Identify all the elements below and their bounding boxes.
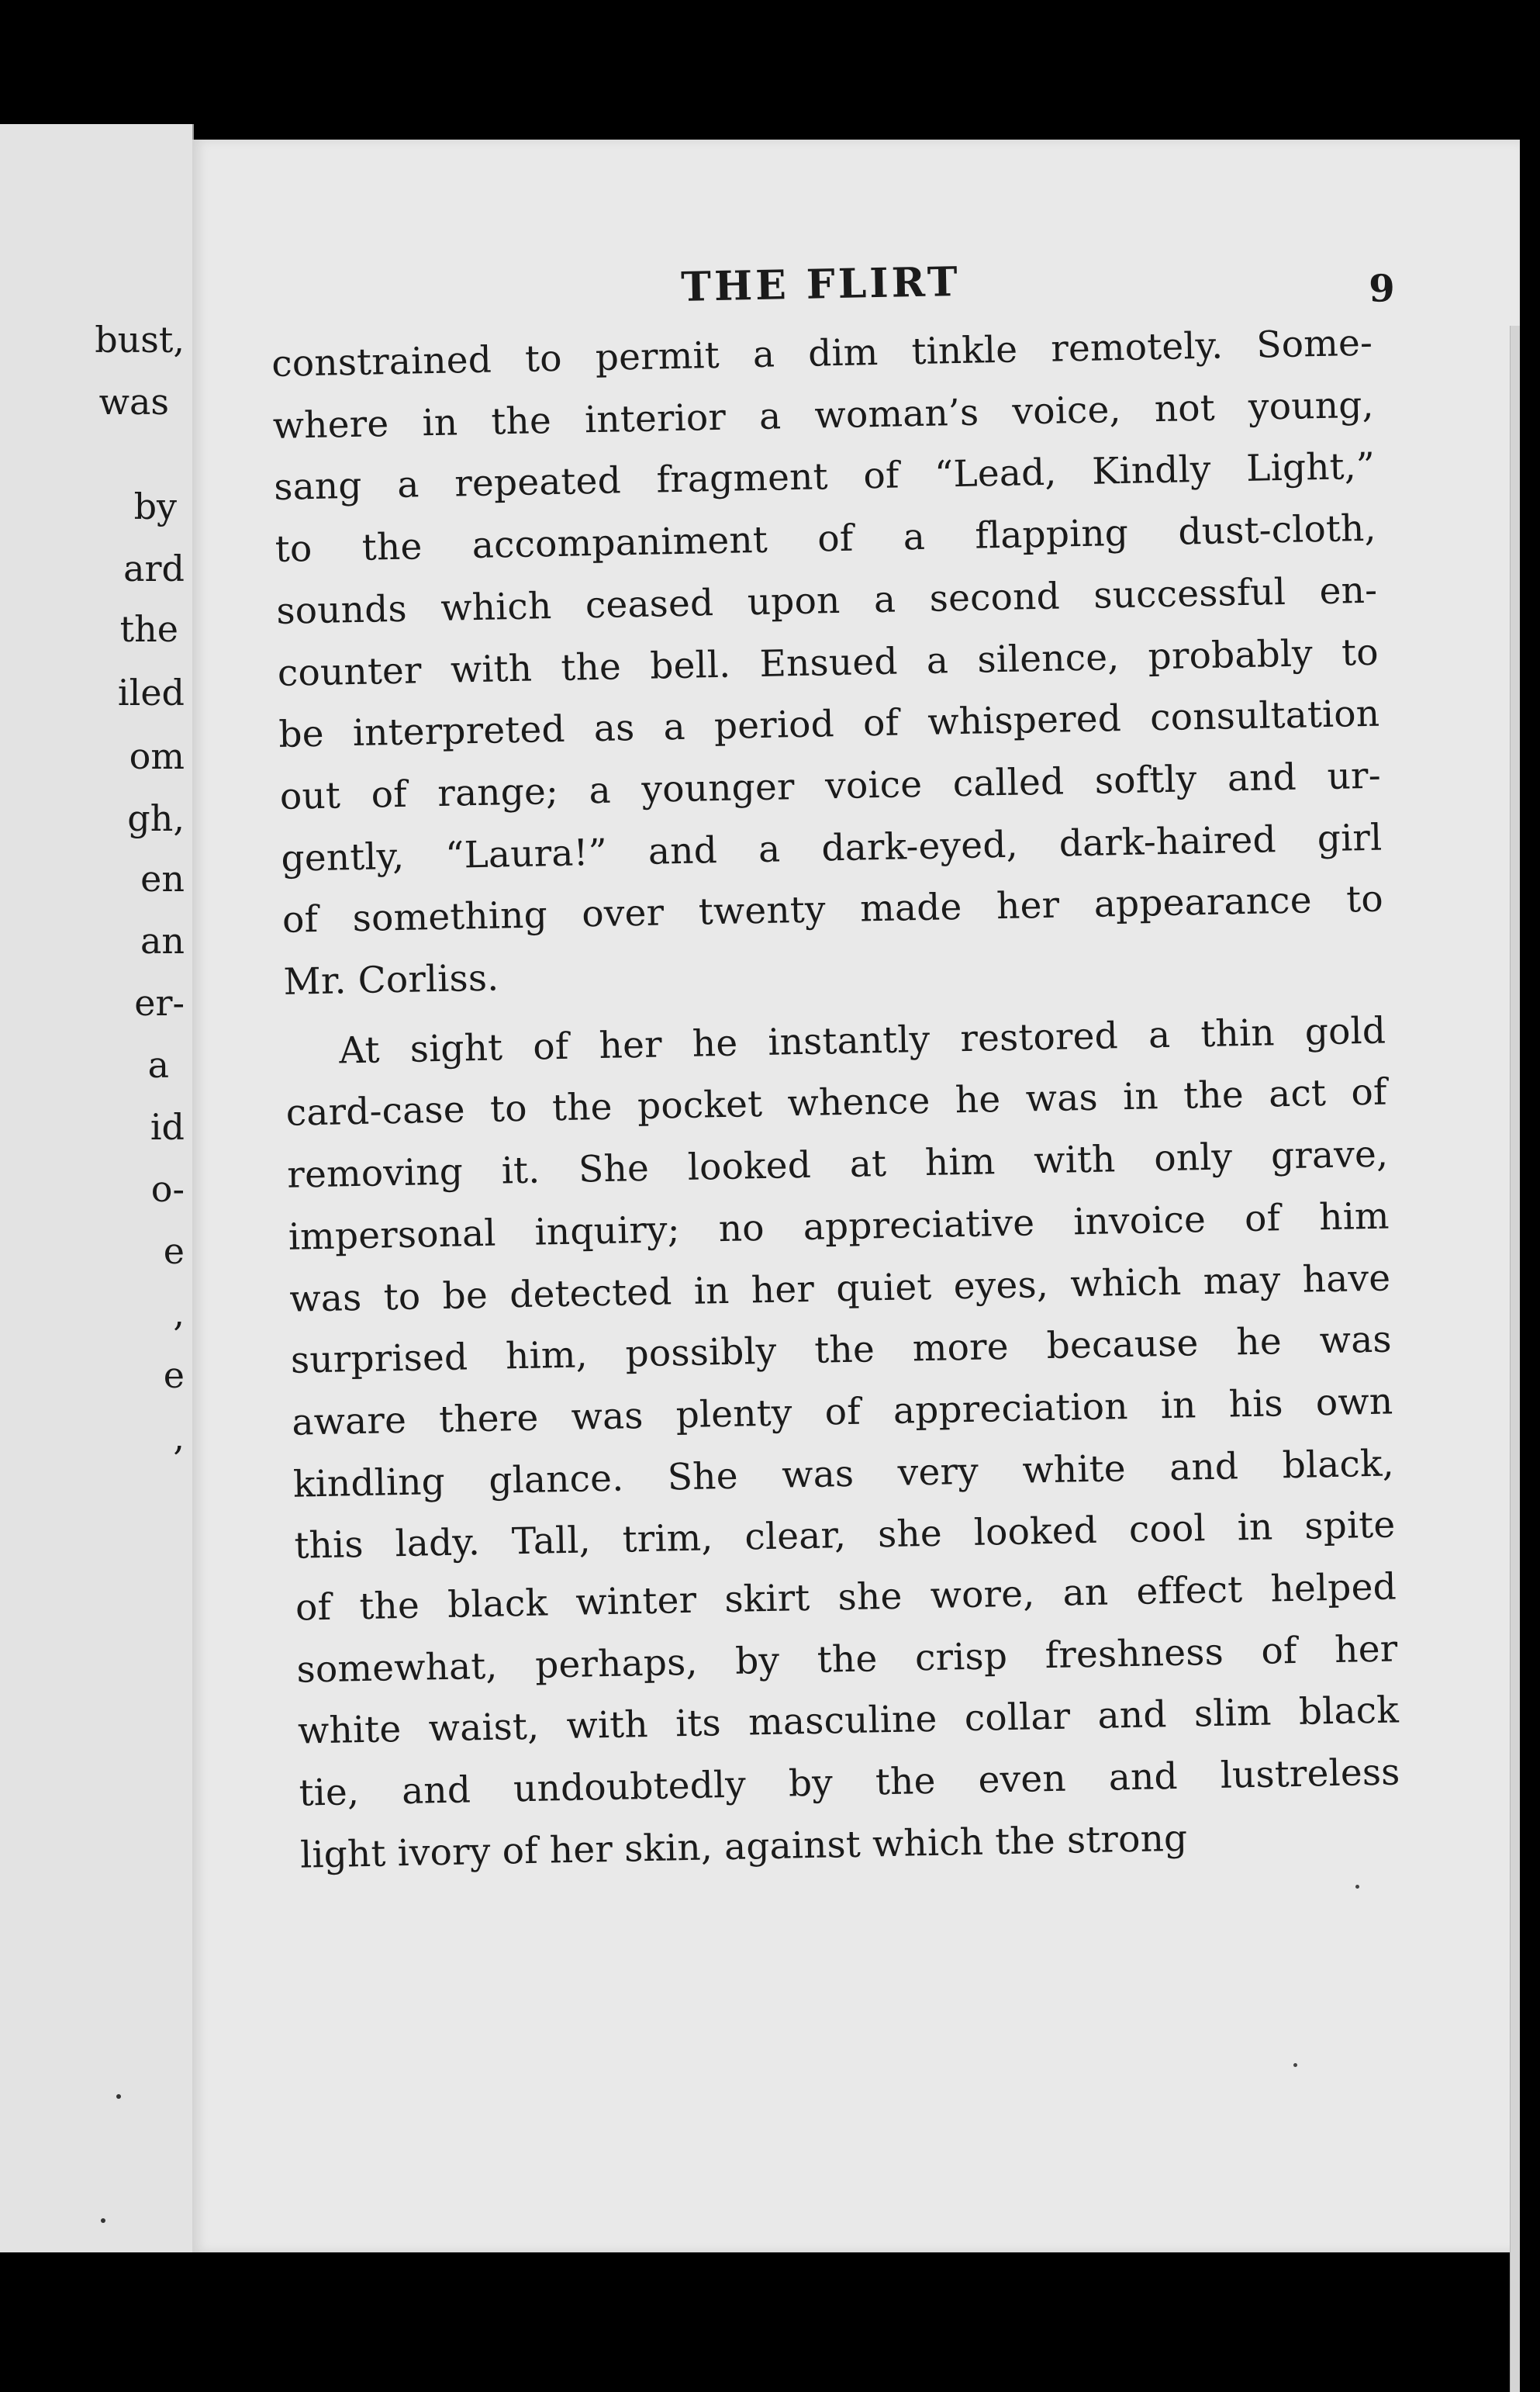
facing-page-fragment: en <box>140 858 185 900</box>
text-line: out of range; a younger voice called softly and ur- <box>279 754 1382 818</box>
text-line: surprised him, possibly the more because he was <box>290 1318 1393 1382</box>
text-line: kindling glance. She was very white and black, <box>292 1442 1395 1506</box>
facing-page-fragment: id <box>150 1106 185 1148</box>
book-page <box>192 140 1520 2252</box>
text-line: of the black winter skirt she wore, an effect helped <box>295 1565 1397 1630</box>
facing-page-fragment: e <box>163 1230 185 1272</box>
facing-page-fragment: o- <box>150 1168 185 1210</box>
text-line: aware there was plenty of appreciation in his own <box>291 1380 1393 1444</box>
text-line: where in the interior a woman’s voice, not young, <box>272 383 1375 448</box>
text-line: Mr. Corliss. <box>283 956 499 1004</box>
facing-page-fragment: om <box>129 735 185 777</box>
dust-speck <box>1293 2063 1297 2067</box>
facing-page-fragment: er- <box>134 982 185 1024</box>
text-line: was to be detected in her quiet eyes, which may have <box>288 1256 1391 1321</box>
text-line: removing it. She looked at him with only grave, <box>286 1132 1389 1197</box>
text-line: At sight of her he instantly restored a thin gold <box>338 1009 1386 1073</box>
facing-page-fragment: , <box>173 1292 185 1334</box>
ink-speck <box>101 2218 105 2223</box>
paragraph <box>271 313 1386 1014</box>
paragraph <box>285 1000 1402 1886</box>
facing-page-fragment: e <box>163 1354 185 1396</box>
ink-speck <box>116 2094 121 2099</box>
facing-page-fragment: by <box>133 486 177 527</box>
text-line: gently, “Laura!” and a dark-eyed, dark-haired girl <box>281 816 1383 880</box>
text-line: of something over twenty made her appearance to <box>281 877 1384 942</box>
text-line: somewhat, perhaps, by the crisp freshness of her <box>296 1627 1398 1692</box>
text-line: sounds which ceased upon a second successful en- <box>275 569 1378 633</box>
dust-speck <box>1355 1885 1359 1889</box>
text-line: this lady. Tall, trim, clear, she looked cool in spite <box>294 1503 1396 1568</box>
text-line: counter with the bell. Ensued a silence, probably to <box>277 631 1379 695</box>
facing-page-fragment: gh, <box>127 797 185 839</box>
text-line: tie, and undoubtedly by the even and lustreless <box>299 1751 1400 1815</box>
facing-page-fragment: a <box>147 1044 169 1086</box>
text-line: light ivory of her skin, against which the strong <box>299 1816 1188 1877</box>
facing-page-fragment: the <box>119 608 178 650</box>
text-line: sang a repeated fragment of “Lead, Kindly Light,” <box>273 445 1376 510</box>
page-number: 9 <box>1368 267 1396 311</box>
running-title: THE FLIRT <box>680 258 962 311</box>
text-line: to the accompaniment of a flapping dust-cloth, <box>275 506 1377 572</box>
facing-page-fragment: was <box>98 381 169 423</box>
facing-page-fragment: iled <box>117 672 185 714</box>
page-body <box>270 251 1402 1886</box>
text-line: impersonal inquiry; no appreciative invoice of him <box>288 1194 1390 1259</box>
facing-page <box>0 124 194 2252</box>
facing-page-fragment: , <box>173 1416 185 1458</box>
body-text <box>271 313 1402 1886</box>
text-line: be interpreted as a period of whispered consultation <box>278 692 1380 757</box>
facing-page-fragment: bust, <box>95 319 185 361</box>
text-line: constrained to permit a dim tinkle remotely. Some- <box>271 321 1373 385</box>
page-edge <box>1510 326 1520 2392</box>
text-line: white waist, with its masculine collar and slim black <box>297 1689 1400 1754</box>
text-line: card-case to the pocket whence he was in the act of <box>285 1070 1388 1136</box>
facing-page-fragment: ard <box>123 548 185 589</box>
facing-page-fragment: an <box>140 920 185 962</box>
